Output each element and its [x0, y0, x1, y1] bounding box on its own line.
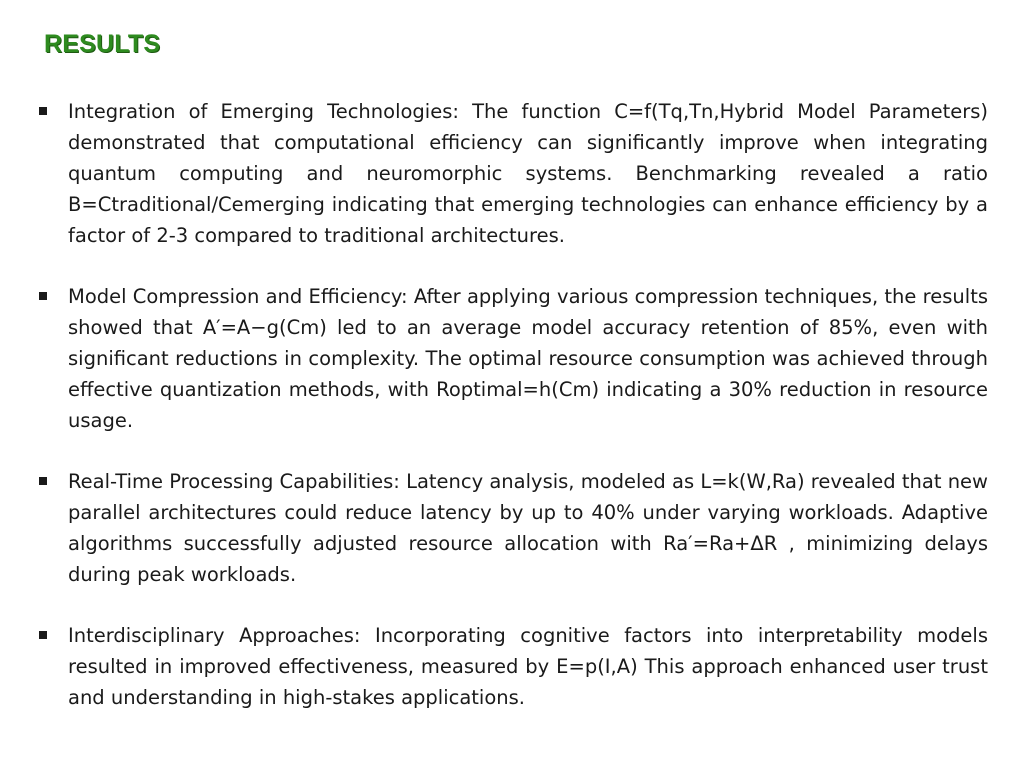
bullet-text: Integration of Emerging Technologies: The function C=f(Tq,Tn,Hybrid Model Parameters) demonstrated that computational efficiency can significantly improve when integrating quantum computing and neuromorphic systems. Benchmarking revealed a ratio B=Ctraditional/Cemerging indicating that emerging technologies can enhance efficiency by a factor of 2-3 compared to traditional architectures.: [68, 100, 988, 247]
slide-title: RESULTS: [44, 30, 161, 58]
bullet-interdisciplinary-approaches: [36, 620, 988, 713]
bullet-text: Model Compression and Efficiency: After applying various compression techniques, the results showed that A′=A−g(Cm) led to an average model accuracy retention of 85%, even with significant reductions in complexity. The optimal resource consumption was achieved through effective quantization methods, with Roptimal=h(Cm) indicating a 30% reduction in resource usage.: [68, 285, 988, 432]
bullet-text: Interdisciplinary Approaches: Incorporating cognitive factors into interpretability models resulted in improved effectiveness, measured by E=p(I,A) This approach enhanced user trust and understanding in high-stakes applications.: [68, 624, 988, 709]
square-bullet-icon: [39, 631, 47, 639]
bullet-real-time-processing: [36, 466, 988, 590]
square-bullet-icon: [39, 107, 47, 115]
square-bullet-icon: [39, 477, 47, 485]
bullet-emerging-technologies: [36, 96, 988, 251]
bullet-text: Real-Time Processing Capabilities: Latency analysis, modeled as L=k(W,Ra) revealed that new parallel architectures could reduce latency by up to 40% under varying workloads. Adaptive algorithms successfully adjusted resource allocation with Ra′=Ra+ΔR , minimizing delays during peak workloads.: [68, 470, 988, 586]
square-bullet-icon: [39, 292, 47, 300]
results-bullet-list: [36, 96, 988, 743]
bullet-model-compression: [36, 281, 988, 436]
